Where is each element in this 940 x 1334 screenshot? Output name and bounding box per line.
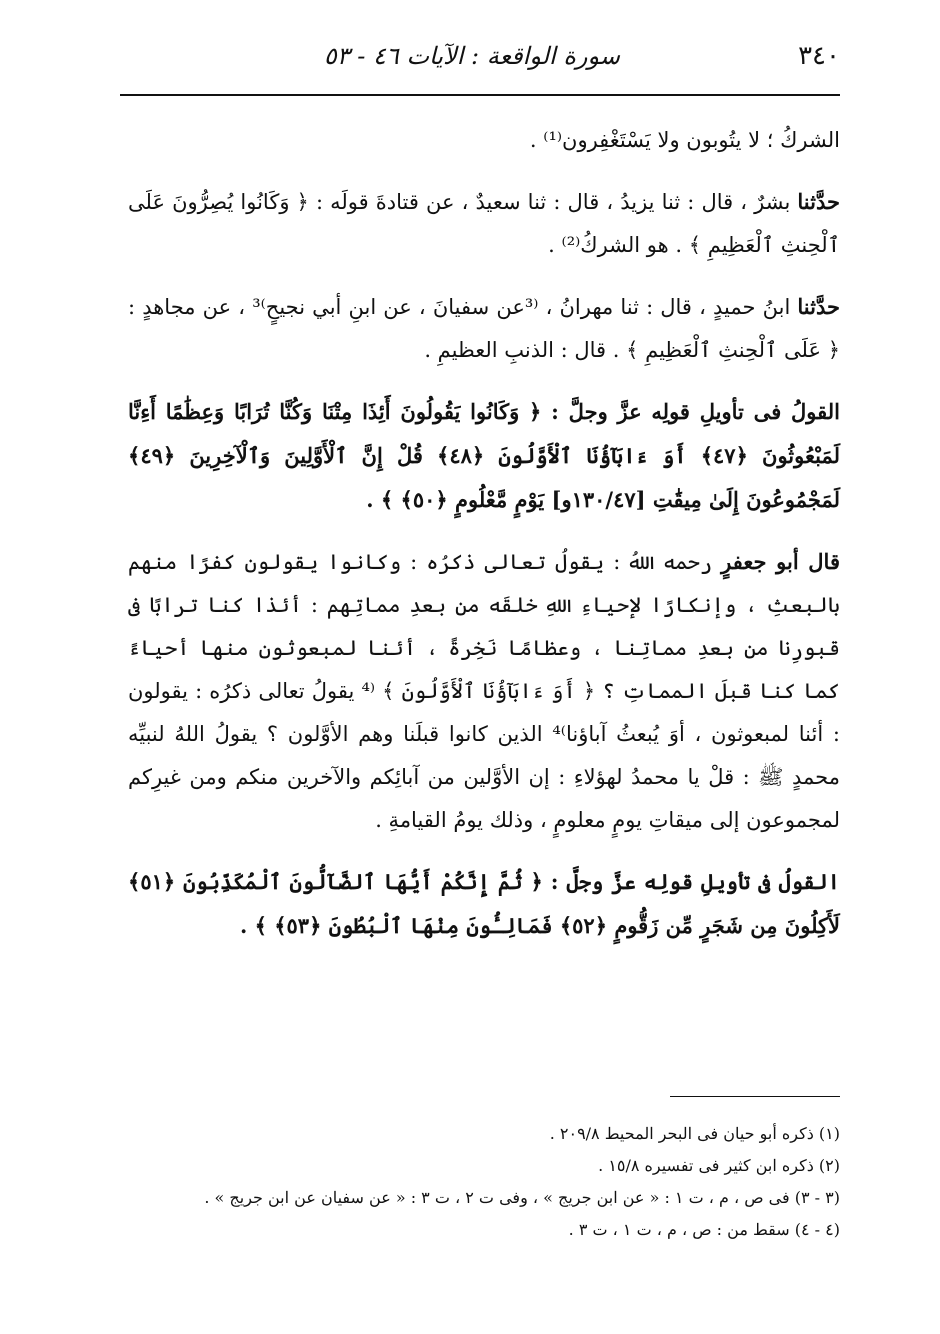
page-header	[120, 36, 840, 92]
body-text	[128, 118, 840, 966]
footnote-3: (٣ - ٣) فى ص ، م ، ت ١ : « عن ابن جريج » ، وفى ت ٢ ، ت ٣ : « عن سفيان عن ابن جريج » .	[204, 1188, 840, 1207]
paragraph-text: بشرٌ ، قال : ثنا يزيدُ ، قال : ثنا سعيدٌ ، عن قتادةَ قولَه : ﴿ وَكَانُوا يُصِرُّونَ عَلَى ٱلْحِنثِ ٱلْعَظِيمِ ﴾ . هو الشركُ⁽²⁾ .	[128, 190, 840, 257]
paragraph-lead: قال أبو جعفرٍ	[721, 549, 840, 574]
paragraph-lead: حدَّثنا	[797, 189, 840, 214]
paragraph-1	[128, 118, 840, 162]
paragraph-text: الشركُ ؛ لا يتُوبون ولا يَسْتَغْفِرون⁽¹⁾ .	[529, 128, 840, 152]
paragraph-text: رحمه اللهُ : يقولُ تعالى ذكرُه : وكانوا يقولون كفرًا منهم بالبعثِ ، وإنكارًا لإحياءِ اللهِ خلقَه من بعدِ مماتِهم : أئذا كنا ترابًا فى قبورِنا من بعدِ مماتِنا ، وعظامًا نَخِرةً ، أئنا لمبعوثون منها أحياءً كما كنا قبلَ المماتِ ؟ ﴿ أَوَ ءَابَآؤُنَا ٱلْأَوَّلُونَ ﴾ ⁽⁴ يقولُ تعالى ذكرُه : يقولون : أئنا لمبعوثون ، أوَ يُبعثُ آباؤنا⁾⁴ الذين كانوا قبلَنا وهم الأوَّلون ؟ يقولُ اللهُ لنبيِّه محمدٍ ﷺ : قلْ يا محمدُ لهؤلاءِ : إن الأوَّلين من آبائِكم والآخرين منكم ومن غيرِكم لمجموعون إلى ميقاتِ يومٍ معلومٍ ، وذلك يومُ القيامةِ .	[128, 550, 840, 832]
header-rule	[120, 94, 840, 96]
paragraph-4	[128, 390, 840, 522]
running-title: سورة الواقعة : الآيات ٤٦ - ٥٣	[323, 42, 620, 70]
footnotes	[128, 1118, 840, 1246]
footnote-rule	[670, 1096, 840, 1097]
page-number: ٣٤٠	[798, 41, 840, 71]
paragraph-3	[128, 285, 840, 372]
quran-verses: ﴿ وَكَانُوا يَقُولُونَ أَئِذَا مِتْنَا وَكُنَّا تُرَابًا وَعِظَٰمًا أَءِنَّا لَمَبْعُوثُونَ ﴿٤٧﴾ أَوَ ءَابَآؤُنَا ٱلْأَوَّلُونَ ﴿٤٨﴾ قُلْ إِنَّ ٱلْأَوَّلِينَ وَٱلْآخِرِينَ ﴿٤٩﴾ لَمَجْمُوعُونَ إِلَىٰ مِيقَٰتِ [١٣٠/٤٧و] يَوْمٍ مَّعْلُومٍ ﴿٥٠﴾ ﴾ .	[128, 399, 840, 512]
paragraph-lead: حدَّثنا	[797, 294, 840, 319]
footnote-1: (١) ذكره أبو حيان فى البحر المحيط ٢٠٩/٨ .	[549, 1124, 840, 1143]
paragraph-6	[128, 860, 840, 948]
quran-verses: ﴿ ثُمَّ إِنَّكُمْ أَيُّهَا ٱلضَّآلُّونَ ٱلْمُكَذِّبُونَ ﴿٥١﴾ لَأَكِلُونَ مِن شَجَرٍ مِّن زَقُّومٍ ﴿٥٢﴾ فَمَالِـُٔونَ مِنْهَا ٱلْبُطُونَ ﴿٥٣﴾ ﴾ .	[128, 869, 840, 938]
footnote-2: (٢) ذكره ابن كثير فى تفسيره ١٥/٨ .	[598, 1156, 840, 1175]
paragraph-5	[128, 540, 840, 842]
paragraph-2	[128, 180, 840, 267]
paragraph-text: ابنُ حميدٍ ، قال : ثنا مهرانُ ، ⁽³عن سفيانَ ، عن ابنِ أبي نجيحٍ⁾³ ، عن مجاهدٍ : ﴿ عَلَى ٱلْحِنثِ ٱلْعَظِيمِ ﴾ . قال : الذنبِ العظيمِ .	[128, 295, 840, 362]
paragraph-lead: القولُ فى تأويلِ قولِه عزَّ وجلَّ :	[550, 869, 840, 894]
footnote-4: (٤ - ٤) سقط من : ص ، م ، ت ١ ، ت ٣ .	[568, 1220, 840, 1239]
paragraph-lead: القولُ فى تأويلِ قولِه عزَّ وجلَّ :	[551, 399, 840, 424]
